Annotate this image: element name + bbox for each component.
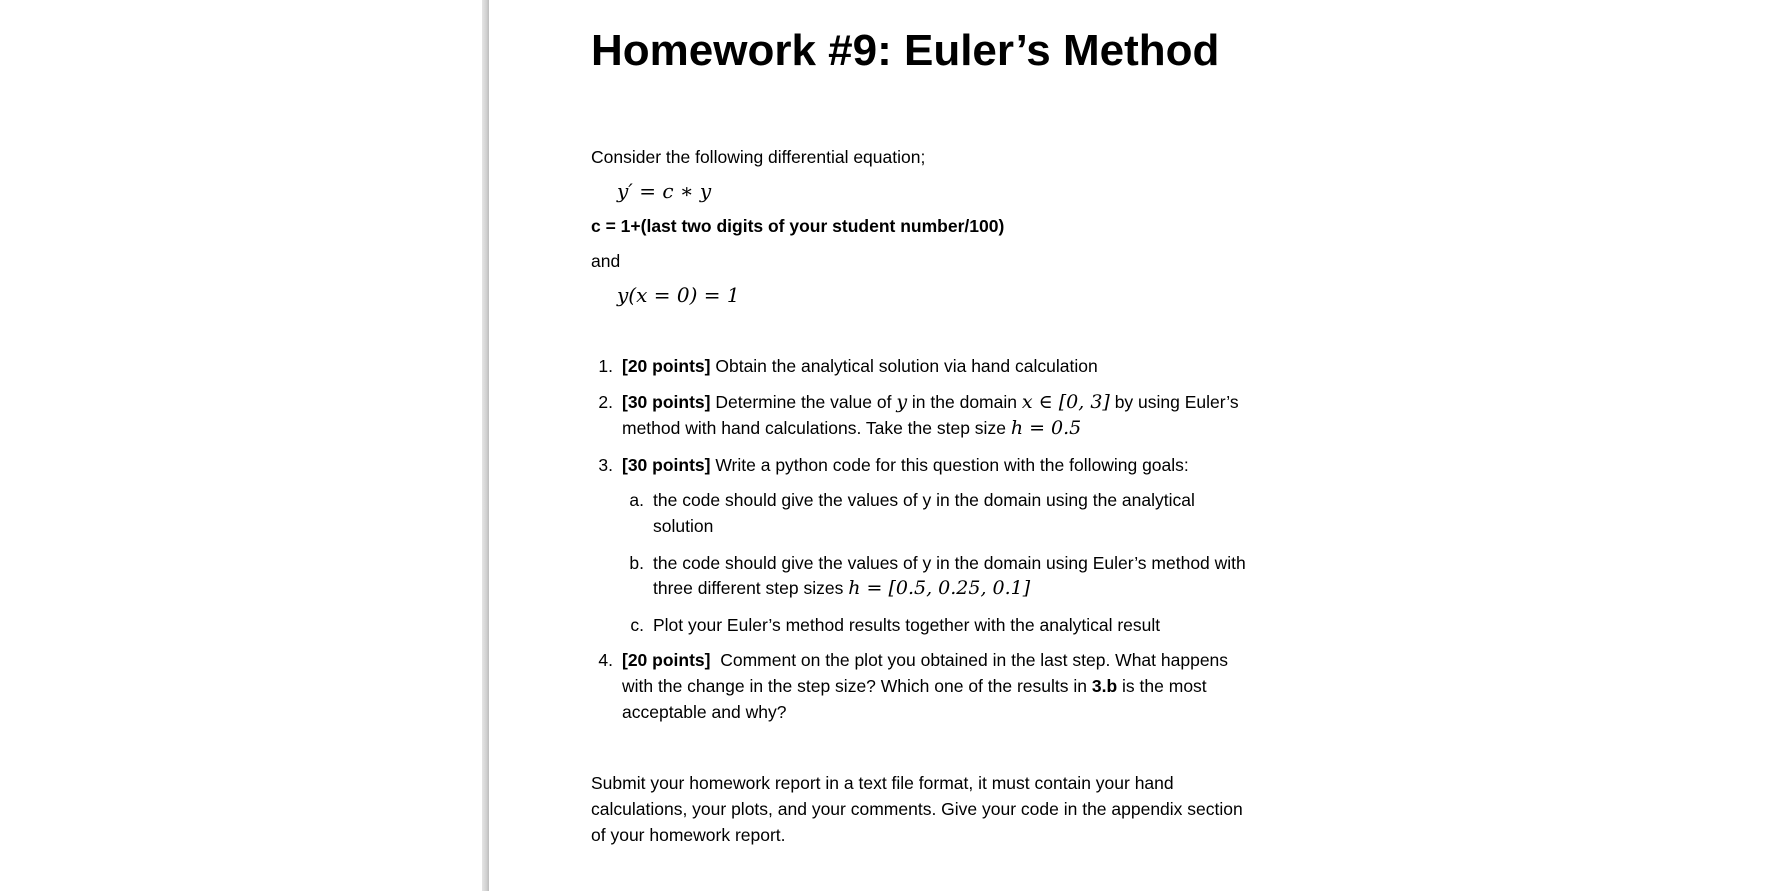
item-number: 4. xyxy=(598,650,613,670)
item-text: with the change in the step size? Which one of the results in xyxy=(622,676,1087,696)
item-text: in the domain xyxy=(911,392,1017,412)
sub-item-text: the code should give the values of y in the domain using Euler’s method with xyxy=(653,553,1246,573)
initial-condition: y(x = 0) = 1 xyxy=(617,283,740,307)
submission-instructions-line: calculations, your plots, and your comments. Give your code in the appendix section xyxy=(591,799,1243,819)
and-text: and xyxy=(591,251,621,271)
eq1-lhs: y′ xyxy=(617,179,633,203)
item-points: [20 points] xyxy=(622,650,711,670)
var-y: y xyxy=(896,391,908,413)
sub-item-text: Plot your Euler’s method results together with the analytical result xyxy=(653,615,1161,635)
step-sizes-expression: h = [0.5, 0.25, 0.1] xyxy=(848,577,1031,599)
differential-equation xyxy=(617,178,711,204)
list-item-continuation xyxy=(622,415,1081,441)
item-text: Obtain the analytical solution via hand calculation xyxy=(715,356,1098,376)
eq1-op: ∗ xyxy=(679,179,694,203)
eq1-y: y xyxy=(699,179,712,203)
sub-item-continuation xyxy=(653,575,1030,601)
item-number: 2. xyxy=(598,392,613,412)
item-number: 1. xyxy=(598,356,613,376)
submission-instructions-line: of your homework report. xyxy=(591,825,786,845)
item-text: is the most xyxy=(1122,676,1207,696)
item-number: 3. xyxy=(598,455,613,475)
sub-item-text: the code should give the values of y in the domain using the analytical xyxy=(653,490,1195,510)
item-text: method with hand calculations. Take the step size xyxy=(622,418,1006,438)
submission-instructions-line: Submit your homework report in a text file format, it must contain your hand xyxy=(591,773,1174,793)
item-reference: 3.b xyxy=(1091,676,1118,696)
item-points: [20 points] xyxy=(622,356,711,376)
sub-item-letter: a. xyxy=(629,490,644,510)
page-edge xyxy=(482,0,489,891)
list-item-continuation xyxy=(622,673,1207,699)
sub-item-letter: c. xyxy=(630,615,644,635)
page-title: Homework #9: Euler’s Method xyxy=(591,26,1220,75)
sub-item-text: three different step sizes xyxy=(653,578,844,598)
sub-item-letter: b. xyxy=(629,553,644,573)
list-item-continuation: acceptable and why? xyxy=(622,702,787,722)
item-text: Determine the value of xyxy=(715,392,892,412)
item-text: Comment on the plot you obtained in the last step. What happens xyxy=(720,650,1229,670)
domain-expression: x ∈ [0, 3] xyxy=(1021,391,1110,413)
item-text: Write a python code for this question with the following goals: xyxy=(715,455,1189,475)
item-text: by using Euler’s xyxy=(1114,392,1239,412)
item-points: [30 points] xyxy=(622,455,711,475)
sub-item-continuation: solution xyxy=(653,516,714,536)
eq1-equals: = xyxy=(639,179,656,203)
item-points: [30 points] xyxy=(622,392,711,412)
c-definition: c = 1+(last two digits of your student number/100) xyxy=(591,216,1005,236)
step-size-expression: h = 0.5 xyxy=(1010,417,1082,439)
eq1-c: c xyxy=(662,179,674,203)
intro-text: Consider the following differential equation; xyxy=(591,147,926,167)
